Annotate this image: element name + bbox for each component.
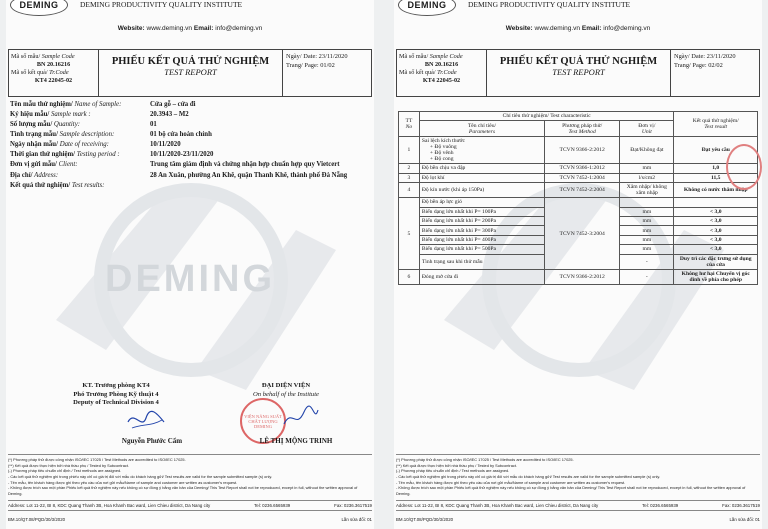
signature-block-left: KT. Trưởng phòng KT4 Phó Trưởng Phòng Kỹ thuật 4 Deputy of Technical Division 4 bbox=[73, 382, 159, 407]
institute-contact: Website: www.deming.vn Email: info@deming.vn bbox=[505, 25, 651, 32]
footnote-line: (**) Kết quả được thực hiện bởi nhà thầu phụ / Tested by Subcontract. bbox=[8, 462, 129, 468]
table-row: Biến dạng lớn nhất khi P= 500Pa mm < 3,0 bbox=[399, 245, 758, 254]
table-row: Biến dạng lớn nhất khi P= 100Pa mm < 3,0 bbox=[399, 207, 758, 216]
watermark-text: DEMING bbox=[105, 258, 275, 300]
institute-stamp: VIỆN NĂNG SUẤT CHẤT LƯỢNG DEMING bbox=[240, 398, 286, 444]
address-bar: Address: Lot 11-22, BI 8, KDC Quang Thanh 3B, Hoa Khanh Bac ward, Lien Chieu district, Da Nang city Tel: 0236.6565939 Fax: 0236.3617519 bbox=[8, 500, 372, 511]
report-header: Mã số mẫu/ Sample Code BN 20.16216 Mã số kết quả/ Tr.Code KT4 22045-02 PHIẾU KẾT QUẢ THỬ NGHIỆM TEST REPORT Ngày/ Date: 23/11/2020 Trang/ Page: 01/02 bbox=[8, 49, 372, 97]
table-row: 3 Độ lọt khí TCVN 7452-1:2004 l/s/cm2 11,5 bbox=[399, 173, 758, 182]
document-code: BM.10/QT.08/PQD/30/3/2020 Lần sửa đổi: 01 bbox=[8, 517, 372, 522]
signer-left-name: Nguyễn Phước Cẩm bbox=[121, 437, 183, 445]
table-row: 1 Sai lệch kích thước + Độ vuông + Độ vênh + Độ cong TCVN 9366-2:2012 Đạt/Không đạt Đạt yêu cầu bbox=[399, 136, 758, 163]
info-row: Tình trạng mẫu/ Sample description: 01 bộ cửa hoàn chỉnh bbox=[10, 131, 212, 139]
footnotes bbox=[396, 454, 760, 497]
report-page-2 bbox=[394, 0, 762, 529]
deming-logo: DEMING bbox=[398, 0, 456, 16]
table-row: 5 Độ bền áp lực gió TCVN 7452-3:2004 bbox=[399, 198, 758, 207]
report-header: Mã số mẫu/ Sample Code BN 20.16216 Mã số kết quả/ Tr.Code KT4 22045-02 PHIẾU KẾT QUẢ THỬ NGHIỆM TEST REPORT Ngày/ Date: 23/11/2020 Trang/ Page: 02/02 bbox=[396, 49, 760, 97]
footnote-line: - Các kết quả thử nghiệm ghi trong phiếu này chỉ có giá trị đối với mẫu do khách hàng gửi/ Test results are valid for the sample submitted sample (s) only. bbox=[8, 473, 273, 479]
report-title: PHIẾU KẾT QUẢ THỬ NGHIỆM bbox=[499, 56, 658, 67]
results-table bbox=[398, 111, 758, 285]
page-number: Trang/ Page: 02/02 bbox=[674, 61, 723, 69]
page-number: Trang/ Page: 01/02 bbox=[286, 61, 335, 69]
report-title: PHIẾU KẾT QUẢ THỬ NGHIỆM bbox=[111, 56, 270, 67]
table-row: Tình trạng sau khi thử mẫu - Duy trì các đặc trưng sử dụng của cửa bbox=[399, 254, 758, 269]
info-row: Địa chỉ/ Address: 28 An Xuân, phường An Khê, quận Thanh Khê, thành phố Đà Nẵng bbox=[10, 171, 348, 179]
institute-contact: Website: www.deming.vn Email: info@deming.vn bbox=[117, 25, 263, 32]
report-title-en: TEST REPORT bbox=[552, 67, 605, 77]
info-row: Số lượng mẫu/ Quantity: 01 bbox=[10, 121, 157, 129]
footnote-line: - Tên mẫu, tên khách hàng được ghi theo yêu cầu của nơi gửi mẫu/Name of sample and customer are written as customer's request. bbox=[8, 479, 238, 485]
table-row: Biến dạng lớn nhất khi P= 200Pa mm < 3,0 bbox=[399, 217, 758, 226]
info-row: Tên mẫu thử nghiệm/ Name of Sample: Cửa gỗ – cửa đi bbox=[10, 101, 196, 108]
table-row: 6 Đóng mở cửa đi TCVN 9366-2:2012 - Không hư hại Chuyển vị góc đỉnh về phía cho phép bbox=[399, 269, 758, 284]
signer-right-name: LÊ THỊ MỘNG TRINH bbox=[259, 437, 333, 445]
table-row: Biến dạng lớn nhất khi P= 300Pa mm < 3,0 bbox=[399, 226, 758, 235]
footnote-line: - Không được trích sao một phần Phiếu kết quả thử nghiệm này nếu không có sự đồng ý bằng văn bản của Deming/ This Test Report shall not be reproduced, except in full, without the written approval of Deming. bbox=[8, 485, 358, 496]
report-page-1 bbox=[6, 0, 374, 529]
institute-name: DEMING PRODUCTIVITY QUALITY INSTITUTE bbox=[468, 0, 631, 9]
table-row: Biến dạng lớn nhất khi P= 400Pa mm < 3,0 bbox=[399, 235, 758, 244]
footnote-line: (-) Phương pháp tiêu chuẩn chỉ định / Test methods are assigned. bbox=[396, 468, 510, 474]
footnote-line: - Không được trích sao một phần Phiếu kết quả thử nghiệm này nếu không có sự đồng ý bằng văn bản của Deming/ This Test Report shall not be reproduced, except in full, without the written approval of Deming. bbox=[396, 485, 746, 496]
footnotes bbox=[8, 454, 372, 497]
info-row: Ngày nhận mẫu/ Date of receiving: 10/11/2020 bbox=[10, 141, 181, 149]
signature-block-right: ĐẠI DIỆN VIỆN On behalf of the Institute bbox=[253, 382, 319, 398]
table-row: 4 Độ kín nước (khi áp 150Pa) TCVN 7452-2:2004 Xâm nhập/ không xâm nhập Không có nước thâm nhập bbox=[399, 182, 758, 197]
footnote-line: (-) Phương pháp tiêu chuẩn chỉ định / Test methods are assigned. bbox=[8, 468, 122, 474]
table-header-row: TT No Chỉ tiêu thử nghiệm/ Test characteristic Kết quả thử nghiệm/ Test result bbox=[399, 112, 758, 121]
page-seal-stamp bbox=[726, 144, 762, 190]
info-row: Ký hiệu mẫu/ Sample mark : 20.3943 – M2 bbox=[10, 111, 189, 119]
institute-name: DEMING PRODUCTIVITY QUALITY INSTITUTE bbox=[80, 0, 243, 9]
info-row: Đơn vị gửi mẫu/ Client: Trung tâm giám định và chứng nhận hợp chuẩn hợp quy Vietcert bbox=[10, 161, 340, 169]
document-code: BM.10/QT.08/PQD/30/3/2020 Lần sửa đổi: 01 bbox=[396, 517, 760, 522]
info-row: Kết quả thử nghiệm/ Test results: bbox=[10, 181, 105, 189]
info-row: Thời gian thử nghiệm/ Testing period : 10/11/2020-23/11/2020 bbox=[10, 151, 214, 159]
table-row: 2 Độ bền chịu va đập TCVN 9366-1:2012 mm 1,0 bbox=[399, 164, 758, 173]
footnote-line: (*) Phương pháp thử được công nhận ISO/IEC 17025 / Test Methods are accredited to ISO/IEC 17025. bbox=[396, 457, 574, 462]
table-header-row: Tên chỉ tiêu/ Parameters Phương pháp thử/ Test Method Đơn vị/ Unit bbox=[399, 121, 758, 136]
report-title-en: TEST REPORT bbox=[164, 67, 217, 77]
footnote-line: - Các kết quả thử nghiệm ghi trong phiếu này chỉ có giá trị đối với mẫu do khách hàng gửi/ Test results are valid for the sample submitted sample (s) only. bbox=[396, 473, 661, 479]
footnote-line: (*) Phương pháp thử được công nhận ISO/IEC 17025 / Test Methods are accredited to ISO/IEC 17025. bbox=[8, 457, 186, 462]
footnote-line: - Tên mẫu, tên khách hàng được ghi theo yêu cầu của nơi gửi mẫu/Name of sample and customer are written as customer's request. bbox=[396, 479, 626, 485]
address-bar: Address: Lot 11-22, BI 8, KDC Quang Thanh 3B, Hoa Khanh Bac ward, Lien Chieu district, Da Nang city Tel: 0236.6565939 Fax: 0236.3617519 bbox=[396, 500, 760, 511]
deming-logo: DEMING bbox=[10, 0, 68, 16]
signature-right bbox=[280, 404, 320, 434]
signature-left bbox=[124, 408, 168, 432]
footnote-line: (**) Kết quả được thực hiện bởi nhà thầu phụ / Tested by Subcontract. bbox=[396, 462, 517, 468]
